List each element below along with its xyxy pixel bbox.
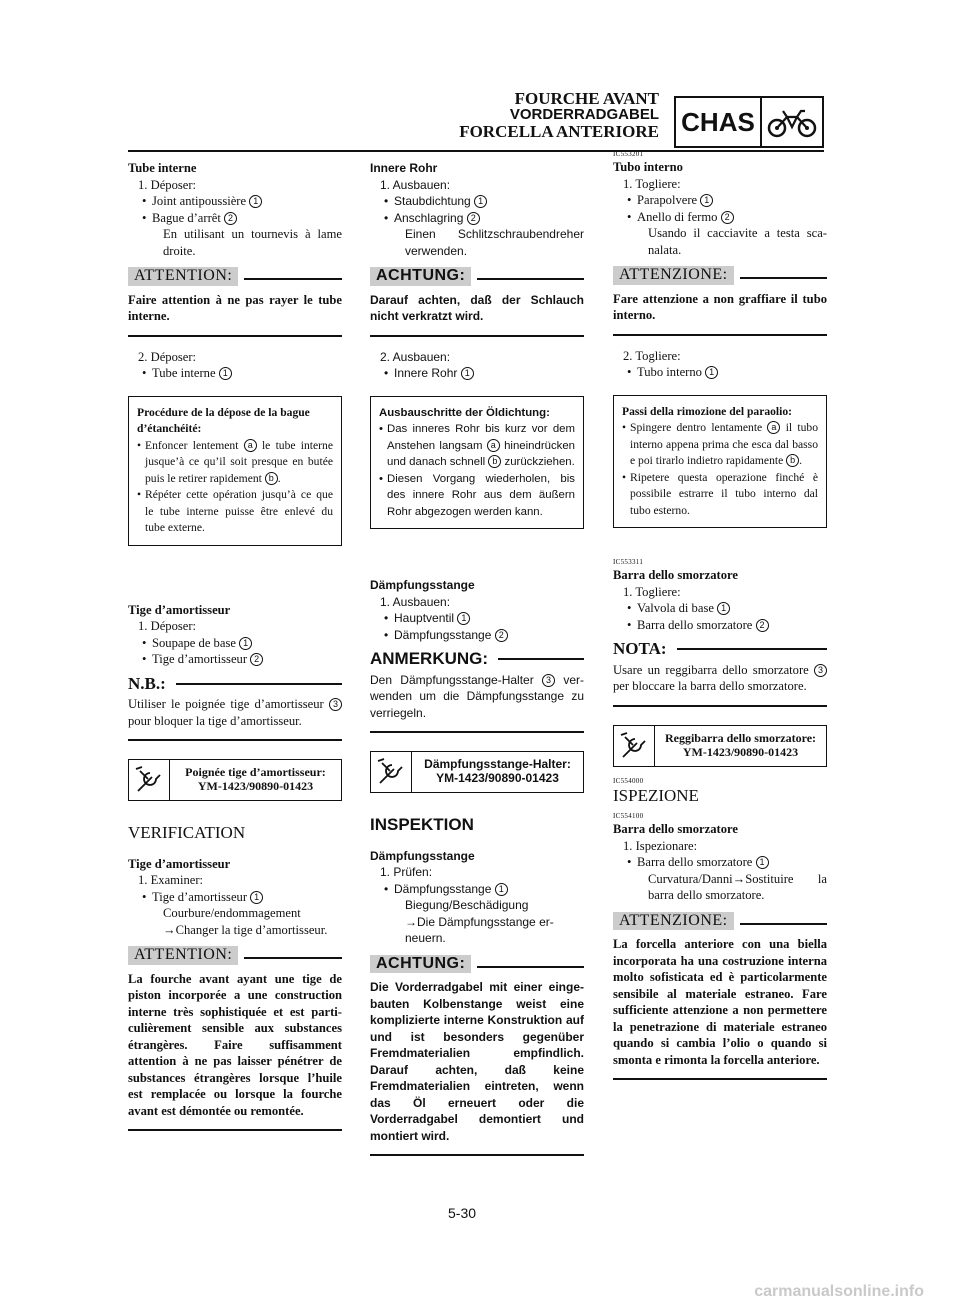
divider: [613, 705, 827, 707]
step-note: Curvatura/Danni→Sostituire la barra dello smorzatore.: [648, 871, 827, 902]
special-tool-box: [613, 725, 827, 767]
list-item: • Innere Rohr 1: [370, 365, 584, 382]
step-note: →Die Dämpfungsstange erneuern.: [405, 914, 554, 945]
caution-header: ATTENZIONE:: [613, 266, 827, 285]
step: 1. Prüfen:: [380, 865, 433, 879]
note-header: NOTA:: [613, 641, 827, 658]
list-item: • Anello di fermo 2: [613, 209, 827, 226]
divider: [370, 731, 584, 733]
divider: [370, 1154, 584, 1156]
step-note: Courbure/endommagement: [163, 906, 301, 920]
footer-watermark: carmanualsonline.info: [754, 1283, 924, 1300]
note-text: Usare un reggibarra dello smorzatore 3 per bloccare la barra dello smorzatore.: [613, 662, 827, 695]
step-note: Biegung/Beschädigung: [405, 898, 529, 912]
caution-header: ATTENTION:: [128, 946, 342, 965]
list-item: • Bague d’arrêt 2: [128, 210, 342, 227]
procedure-item: • Ripetere questa operazione finché è possibile estrarre il tubo interno dal tubo esterno.: [622, 470, 818, 520]
step: 1. Examiner:: [138, 873, 204, 887]
header-title-it: FORCELLA ANTERIORE: [459, 122, 659, 141]
wrench-icon: [129, 760, 170, 800]
caution-text: Fare attenzione a non graffiare il tubo interno.: [613, 291, 827, 322]
tool-part-number: YM-1423/90890-01423: [682, 744, 799, 759]
procedure-item: • Spingere dentro lentamente a il tubo interno appena prima che esca dal basso e poi tirarlo indietro rapidamente b .: [622, 420, 818, 470]
note-header: N.B.:: [128, 676, 342, 693]
wrench-icon: [371, 752, 412, 792]
tool-name: Poignée tige d’amortisseur:: [185, 765, 326, 779]
list-item: • Dämpfungsstange 1: [370, 881, 584, 898]
caution-header: ACHTUNG:: [370, 267, 584, 286]
section-title: VERIFICATION: [128, 823, 246, 842]
procedure-title: Ausbauschritte der Öldichtung:: [379, 406, 550, 419]
column-french: [128, 160, 342, 1143]
heading-inner-tube: Innere Rohr: [370, 161, 438, 175]
procedure-box: [128, 396, 342, 546]
procedure-title: Passi della rimozione del paraolio:: [622, 404, 793, 418]
column-italian: [613, 150, 827, 1092]
header-title-de: VORDERRADGABEL: [509, 106, 659, 123]
reference-code: IC554000: [613, 776, 644, 785]
step-note: En utilisant un tournevis à lame droite.: [163, 227, 342, 258]
note-header: ANMERKUNG:: [370, 651, 584, 668]
special-tool-box: [128, 759, 342, 801]
caution-text: Die Vorderradgabel mit einer eingebauten Kolbenstange weist eine komplizierte interne Konstruktion auf und ist besonders gegenüber Fremdmaterialien empfindlich. Darauf achten, daß keine Fremdmaterialien eintreten, wenn das Öl erneuert oder die Vorderradgabel demontiert und montiert wird.: [370, 980, 584, 1143]
header-title-fr: FOURCHE AVANT: [514, 89, 659, 108]
heading-damper-rod: Dämpfungsstange: [370, 848, 475, 863]
procedure-title: Procédure de la dépose de la bague d’étanchéité:: [137, 405, 310, 435]
list-item: • Tige d’amortisseur 1: [128, 889, 342, 906]
caution-header: ATTENTION:: [128, 267, 342, 286]
step: 2. Déposer:: [138, 349, 197, 364]
list-item: • Valvola di base 1: [613, 600, 827, 617]
procedure-box: [613, 395, 827, 529]
list-item: • Dämpfungsstange 2: [370, 627, 584, 644]
caution-text: Faire attention à ne pas rayer le tube interne.: [128, 292, 342, 323]
section-badge: [674, 96, 824, 148]
step: 1. Togliere:: [623, 584, 681, 599]
list-item: • Staubdichtung 1: [370, 193, 584, 210]
heading-damper-rod: Barra dello smorzatore: [613, 568, 738, 582]
tool-part-number: YM-1423/90890-01423: [197, 779, 314, 793]
special-tool-box: [370, 751, 584, 793]
reference-code: IC553201: [613, 150, 644, 158]
heading-damper-rod: Dämpfungsstange: [370, 578, 475, 592]
step: 1. Togliere:: [623, 176, 681, 191]
list-item: • Joint antipoussière 1: [128, 193, 342, 210]
reference-code: IC554100: [613, 812, 644, 820]
heading-inner-tube: Tube interne: [128, 161, 197, 175]
heading-damper-rod: Tige d’amortisseur: [128, 856, 231, 871]
note-text: Utiliser le poignée tige d’amortisseur 3 pour bloquer la tige d’amortisseur.: [128, 696, 342, 729]
step-note: Einen Schlitzschraubendreher verwenden.: [405, 227, 584, 258]
step-note: Usando il cacciavite a testa scanalata.: [648, 226, 827, 257]
procedure-item: • Diesen Vorgang wiederholen, bis des innere Rohr aus dem äußern Rohr abgezogen werden kann.: [379, 471, 575, 521]
procedure-item: • Répéter cette opération jusqu’à ce que le tube interne puisse être enlevé du tube externe.: [137, 487, 333, 537]
motorcycle-icon: [762, 98, 822, 146]
list-item: • Anschlagring 2: [370, 210, 584, 227]
heading-inner-tube: Tubo interno: [613, 160, 683, 174]
list-item: • Parapolvere 1: [613, 192, 827, 209]
list-item: • Hauptventil 1: [370, 610, 584, 627]
procedure-item: • Das inneres Rohr bis kurz vor dem Anstehen langsam a hineindrücken und danach schnell b zurückziehen.: [379, 421, 575, 471]
procedure-item: • Enfoncer lentement a le tube interne jusque’à ce qu’il soit presque en butée puis le retirer rapidement b .: [137, 438, 333, 488]
reference-code: IC553311: [613, 558, 644, 566]
tool-name: Reggibarra dello smorzatore:: [664, 730, 817, 745]
divider: [128, 335, 342, 337]
note-text: Den Dämpfungsstange-Halter 3 verwenden um die Dämpfungsstange zu verriegeln.: [370, 672, 585, 720]
wrench-icon: [614, 726, 655, 766]
caution-text: La fourche avant ayant une tige de piston incorporée a une construction interne très sophistiquée et est particulièrement sensible aux substances étrangères. Faire suffisamment attention à ne pas laisser pénétrer de substances étrangères lorsque l’huile est remplacée ou lorsque la fourche avant est démontée ou remontée.: [128, 971, 342, 1118]
column-german: [370, 160, 584, 1168]
heading-damper-rod: Tige d’amortisseur: [128, 602, 231, 617]
step: 2. Togliere:: [623, 348, 681, 363]
tool-name: Dämpfungsstange-Halter:: [424, 757, 571, 771]
page-number: 5-30: [448, 1205, 477, 1221]
step: 1. Ausbauen:: [380, 177, 451, 192]
section-badge-label: CHAS: [676, 98, 762, 146]
section-title: INSPEKTION: [370, 815, 474, 834]
list-item: • Barra dello smorzatore 2: [613, 617, 827, 634]
step: 1. Déposer:: [138, 177, 197, 192]
caution-header: ACHTUNG:: [370, 955, 584, 974]
divider: [370, 335, 584, 337]
list-item: • Tube interne 1: [128, 365, 342, 382]
divider: [613, 334, 827, 336]
step: 2. Ausbauen:: [380, 349, 451, 364]
step: 1. Ispezionare:: [623, 838, 698, 853]
caution-header: ATTENZIONE:: [613, 912, 827, 931]
divider: [613, 1078, 827, 1080]
tool-part-number: YM-1423/90890-01423: [436, 771, 559, 785]
list-item: • Barra dello smorzatore 1: [613, 854, 827, 871]
section-title: ISPEZIONE: [613, 785, 699, 805]
list-item: • Tige d’amortisseur 2: [128, 651, 342, 668]
caution-text: Darauf achten, daß der Schlauch nicht verkratzt wird.: [370, 292, 584, 323]
list-item: • Soupape de base 1: [128, 635, 342, 652]
step-note: →Changer la tige d’amortisseur.: [163, 922, 328, 937]
heading-damper-rod: Barra dello smorzatore: [613, 822, 738, 836]
divider: [128, 1129, 342, 1131]
divider: [128, 739, 342, 741]
step: 1. Ausbauen:: [380, 594, 451, 609]
procedure-box: [370, 396, 584, 530]
caution-text: La forcella anteriore con una biella incorporata ha una costruzione interna molto sofisticata ed è particolarmente sensibile al materiale estraneo. Fare sufficiente attenzione a non permettere la penetrazione di materiale estraneo quando si cambia l’olio o quando si smonta e rimonta la forcella anteriore.: [613, 937, 827, 1067]
step: 1. Déposer:: [138, 619, 197, 633]
list-item: • Tubo interno 1: [613, 364, 827, 381]
